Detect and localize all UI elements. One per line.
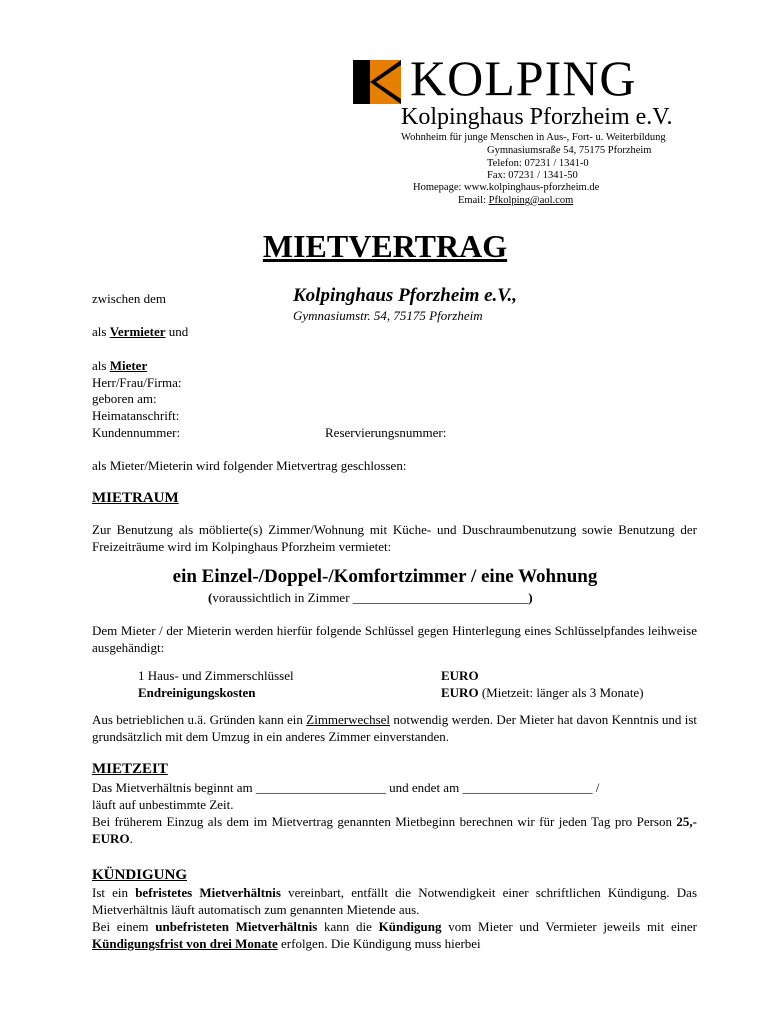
tenant-field-birth: geboren am: [92,391,157,406]
fixed-term-term: befristetes Mietverhältnis [135,885,281,900]
paren-open: ( [208,590,213,605]
indefinite-term-paragraph [92,918,697,952]
room-change-paragraph [92,711,697,745]
room-note [208,589,533,606]
text: Bei früherem Einzug als dem im Mietvertrag genannten Mietbeginn berechnen wir für jeden Tag pro Person [92,814,677,829]
text: . [129,831,133,846]
cleaning-currency: EURO [441,685,479,700]
kolping-logo-mark [353,60,401,104]
indefinite-term-term: unbefristeten Mietverhältnis [155,919,318,934]
text: kann die [317,919,379,934]
as-label: als [92,324,110,339]
room-type: ein Einzel-/Doppel-/Komfortzimmer / eine Wohnung [172,566,598,587]
landlord-name: Kolpinghaus Pforzheim e.V., [293,285,518,306]
text: Bei einem [92,919,156,934]
section-heading-kuendigung: KÜNDIGUNG [92,867,188,883]
tenant-role: Mieter [109,358,148,373]
deposit-item-cleaning-label: Endreinigungskosten [138,685,256,700]
deposit-item-cleaning-value [441,684,644,701]
address-line: Gymnasiumsraße 54, 75175 Pforzheim [487,145,652,156]
email-link[interactable]: Pfkolping@aol.com [488,195,574,206]
fixed-term-paragraph [92,884,697,918]
tenant-field-customer-number: Kundennummer: [92,425,181,440]
early-move-in-paragraph [92,813,697,847]
text: notwendig werden. Der Mieter hat davon Kenntnis und ist grundsätzlich mit dem Umzug in ein anderes Zimmer einverstanden. [92,712,697,744]
landlord-address: Gymnasiumstr. 54, 75175 Pforzheim [293,308,483,323]
reservation-number-label: Reservierungsnummer: [325,425,447,440]
text: erfolgen. Die Kündigung muss hierbei [277,936,481,951]
mietraum-paragraph: Zur Benutzung als möblierte(s) Zimmer/Wohnung mit Küche- und Duschraumbenutzung sowie Benutzung der Freizeiträume wird im Kolpinghaus Pforzheim vermietet: [92,522,697,554]
deposit-item-keys-value: EURO [441,668,479,683]
section-heading-mietraum: MIETRAUM [92,490,179,506]
email-line [458,195,573,207]
tenant-field-address: Heimatanschrift: [92,408,180,423]
contract-conclusion: als Mieter/Mieterin wird folgender Mietvertrag geschlossen: [92,458,407,473]
logo-wordmark: KOLPING [410,50,637,106]
room-note-text: voraussichtlich in Zimmer ___________________________ [212,590,529,605]
deposit-item-keys-label: 1 Haus- und Zimmerschlüssel [138,668,294,683]
org-name: Kolpinghaus Pforzheim e.V. [401,104,673,130]
paren-close: ) [528,590,533,605]
keys-paragraph: Dem Mieter / der Mieterin werden hierfür folgende Schlüssel gegen Hinterlegung eines Schlüsselpfandes leihweise ausgehändigt: [92,623,697,655]
text: vom Mieter und Vermieter jeweils mit einer [441,919,697,934]
and-label: und [165,324,189,339]
as-label: als [92,358,110,373]
address-line: Fax: 07231 / 1341-50 [487,170,578,181]
landlord-role: Vermieter [109,324,166,339]
rental-indefinite-line: läuft auf unbestimmte Zeit. [92,797,234,812]
address-line: Wohnheim für junge Menschen in Aus-, Fort- u. Weiterbildung [401,132,666,143]
text: Ist ein [92,885,136,900]
email-label: Email: [458,195,489,206]
cleaning-note: (Mietzeit: länger als 3 Monate) [478,685,644,700]
termination-term: Kündigung [378,919,442,934]
tenant-role-line [92,357,147,374]
section-heading-mietzeit: MIETZEIT [92,761,168,777]
rental-period-line: Das Mietverhältnis beginnt am ____________________ und endet am ____________________ / [92,780,600,795]
homepage-line: Homepage: www.kolpinghaus-pforzheim.de [413,182,600,193]
text: Aus betrieblichen u.ä. Gründen kann ein [92,712,307,727]
address-line: Telefon: 07231 / 1341-0 [487,158,589,169]
notice-period-term: Kündigungsfrist von drei Monate [92,936,278,951]
document-title: MIETVERTRAG [262,228,508,264]
room-change-term: Zimmerwechsel [306,712,391,727]
text: vereinbart, entfällt die Notwendigkeit einer schriftlichen Kündigung. Das Mietverhältnis läuft automatisch zum genannten Mietende aus. [92,885,697,917]
between-label: zwischen dem [92,291,167,306]
early-fee: 25,- EURO [92,814,697,846]
tenant-field-name: Herr/Frau/Firma: [92,375,182,390]
landlord-role-line [92,323,188,340]
